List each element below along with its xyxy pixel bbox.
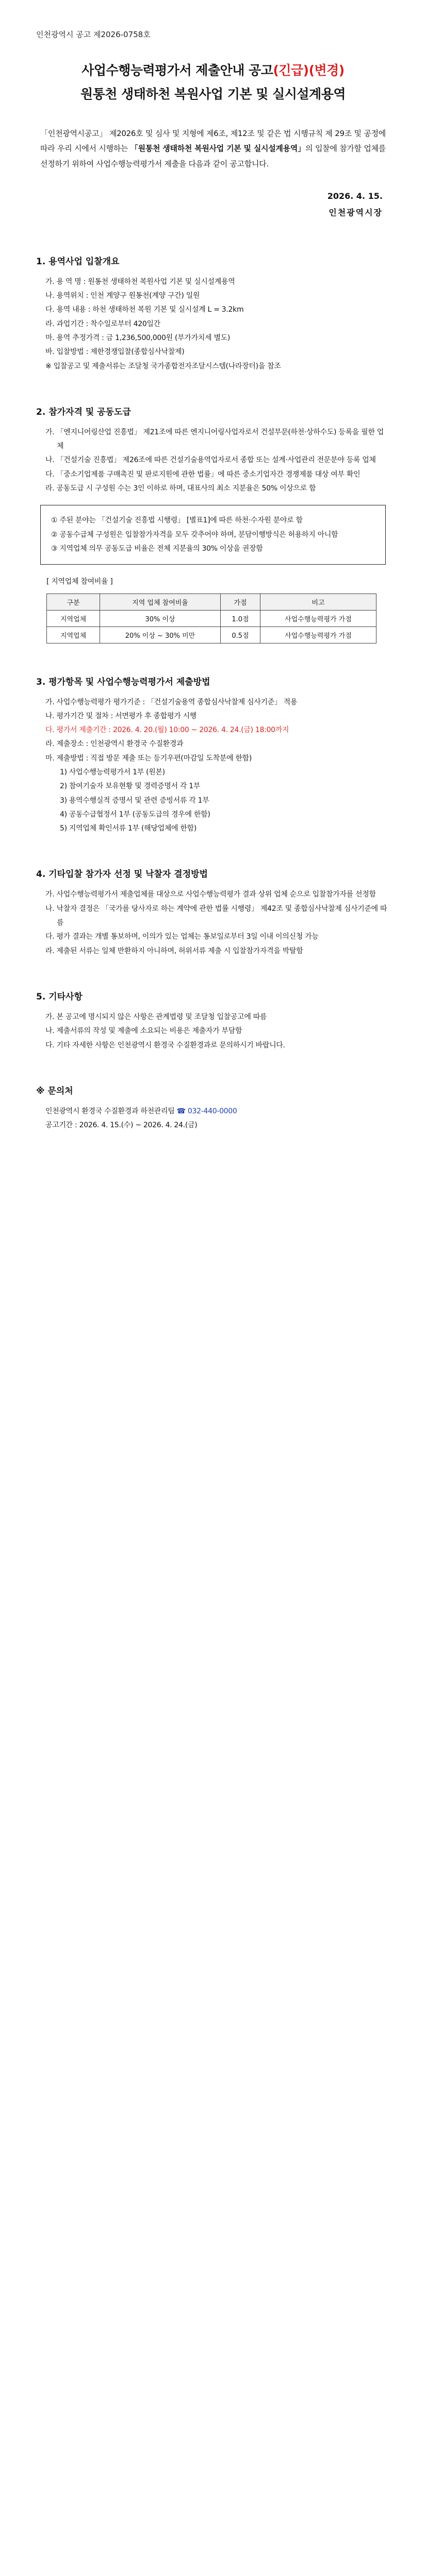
table-header-cell: 가점 [220, 594, 260, 610]
section-4-item: 다. 평가 결과는 개별 통보하며, 이의가 있는 업체는 통보일로부터 3일 이내 이의신청 가능 [45, 933, 319, 941]
section-3-item: 가. 사업수행능력평가 평가기준 : 「건설기술용역 종합심사낙찰제 심사기준」 적용 [45, 698, 298, 706]
table-row [47, 610, 376, 626]
intro-part2: 의 입찰에 참가할 업체를 선정하기 위하여 사업수행능력평가서 제출을 다음과 같이 공고합니다. [40, 144, 386, 168]
period-value: 2026. 4. 15.(수) ~ 2026. 4. 24.(금) [79, 1121, 198, 1130]
table-cell: 0.5점 [220, 626, 260, 643]
section-5-item: 가. 본 공고에 명시되지 않은 사항은 관계법령 및 조달청 입찰공고에 따름 [45, 1012, 267, 1021]
section-2-item: 가. 「엔지니어링산업 진흥법」 제21조에 따른 엔지니어링사업자로서 건설부문(하천·상하수도) 등록을 필한 업체 [45, 428, 384, 451]
submission-period: 다. 평가서 제출기간 : 2026. 4. 20.(월) 10:00 ~ 2026. 4. 24.(금) 18:00까지 [45, 726, 289, 735]
note-line: ① 주된 분야는 「건설기술 진흥법 시행령」 [별표1]에 따른 하천·수자원 분야로 함 [51, 516, 303, 525]
qualification-note-box [40, 505, 386, 565]
table-row [47, 626, 376, 643]
contact-title: ※ 문의처 [36, 1086, 73, 1096]
document-item: 5) 지역업체 확인서류 1부 (해당업체에 한함) [60, 824, 197, 833]
section-3-item: 마. 제출방법 : 직접 방문 제출 또는 등기우편(마감일 도착분에 한함) [45, 754, 252, 762]
table-header-row [47, 594, 376, 610]
section-2-item: 라. 공동도급 시 구성원 수는 3인 이하로 하며, 대표사의 최소 지분율은 50% 이상으로 함 [45, 484, 316, 493]
document-item: 4) 공동수급협정서 1부 (공동도급의 경우에 한함) [60, 810, 210, 819]
notice-period: 공고기간 : 2026. 4. 15.(수) ~ 2026. 4. 24.(금) [45, 1121, 198, 1130]
document-item: 2) 참여기술자 보유현황 및 경력증명서 각 1부 [60, 782, 201, 791]
section-4-item: 가. 사업수행능력평가서 제출업체를 대상으로 사업수행능력평가 결과 상위 업체 순으로 입찰참가자를 선정함 [45, 890, 376, 899]
notice-title-block [36, 60, 390, 103]
project-title: 원통천 생태하천 복원사업 기본 및 실시설계용역 [80, 87, 346, 101]
section-4-list [45, 888, 390, 958]
section-1-item: 라. 과업기간 : 착수일로부터 420일간 [45, 319, 160, 328]
section-1-item: 마. 용역 추정가격 : 금 1,236,500,000원 (부가가치세 별도) [45, 333, 231, 342]
table-header-cell: 구분 [47, 594, 100, 610]
section-3-item: 라. 제출장소 : 인천광역시 환경국 수질환경과 [45, 740, 184, 749]
section-2-list [45, 426, 390, 496]
intro-part1: 「인천광역시공고」 제2026호 및 심사 및 지형에 제6조, 제12조 및 같은 법 시행규칙 제 29조 및 공정에 따라 우리 시에서 시행하는 [40, 129, 386, 154]
table-cell: 지역업체 [47, 626, 100, 643]
section-4-title: 4. 기타입찰 참가자 선정 및 낙찰자 결정방법 [36, 869, 208, 880]
contact-dept-text: 인천광역시 환경국 수질환경과 하천관리팀 [45, 1107, 175, 1115]
signature-block [36, 191, 383, 218]
table-cell: 지역업체 [47, 610, 100, 626]
intro-bold: 「원통천 생태하천 복원사업 기본 및 실시설계용역」 [130, 144, 306, 154]
section-1-item: 가. 용 역 명 : 원통천 생태하천 복원사업 기본 및 실시설계용역 [45, 277, 235, 286]
contact-phone: ☎ 032-440-0000 [176, 1107, 237, 1115]
section-1-title: 1. 용역사업 입찰개요 [36, 256, 120, 267]
table-cell: 30% 이상 [100, 610, 221, 626]
section-3-title: 3. 평가항목 및 사업수행능력평가서 제출방법 [36, 676, 210, 687]
section-4-item: 라. 제출된 서류는 일체 반환하지 아니하며, 허위서류 제출 시 입찰참가자격을 박탈함 [45, 946, 303, 955]
note-line: ② 공동수급체 구성원은 입찰참가자격을 모두 갖추어야 하며, 분담이행방식은 허용하지 아니함 [51, 530, 338, 539]
notice-number: 인천광역시 공고 제2026-0758호 [36, 30, 151, 39]
section-5-list [45, 1010, 390, 1053]
section-3-list [45, 696, 390, 766]
table-cell: 사업수행능력평가 가점 [260, 610, 376, 626]
table-cell: 20% 이상 ~ 30% 미만 [100, 626, 221, 643]
contact-list [45, 1105, 390, 1133]
section-2-item: 나. 「건설기술 진흥법」 제26조에 따른 건설기술용역업자로서 종합 또는 설계·사업관리 전문분야 등록 업체 [45, 456, 376, 465]
section-5-title: 5. 기타사항 [36, 991, 83, 1002]
period-label: 공고기간 [45, 1121, 73, 1130]
section-2-title: 2. 참가자격 및 공동도급 [36, 406, 131, 417]
notice-title-tag: (긴급)(변경) [273, 63, 345, 78]
table-caption: [ 지역업체 참여비율 ] [46, 578, 113, 586]
section-2-item: 다. 「중소기업제품 구매촉진 및 판로지원에 관한 법률」에 따른 중소기업자간 경쟁제품 대상 여부 확인 [45, 470, 361, 479]
document-item: 3) 용역수행실적 증명서 및 관련 증빙서류 각 1부 [60, 796, 209, 805]
table-header-cell: 지역 업체 참여비율 [100, 594, 221, 610]
issuing-organization: 인천광역시장 [329, 207, 383, 217]
section-1-item: 나. 용역위치 : 인천 계양구 원통천(계양 구간) 일원 [45, 292, 200, 300]
notice-date: 2026. 4. 15. [327, 191, 383, 201]
submission-documents-list [36, 766, 390, 836]
notice-title-main: 사업수행능력평가서 제출안내 공고 [81, 63, 273, 78]
notice-title [36, 60, 390, 79]
section-1-item: 바. 입찰방법 : 제한경쟁입찰(종합심사낙찰제) [45, 348, 185, 357]
section-5-item: 다. 기타 자세한 사항은 인천광역시 환경국 수질환경과로 문의하시기 바랍니다. [45, 1041, 285, 1049]
section-1-item: 다. 용역 내용 : 하천 생태하천 복원 기본 및 실시설계 L = 3.2km [45, 306, 244, 314]
contact-department [45, 1105, 390, 1118]
document-item: 1) 사업수행능력평가서 1부 (원본) [60, 768, 165, 776]
section-5-item: 나. 제출서류의 작성 및 제출에 소요되는 비용은 제출자가 부담함 [45, 1027, 242, 1036]
section-1-item: ※ 입찰공고 및 제출서류는 조달청 국가종합전자조달시스템(나라장터)을 참조 [45, 362, 281, 370]
intro-paragraph [40, 126, 386, 172]
table-cell: 사업수행능력평가 가점 [260, 626, 376, 643]
note-line: ③ 지역업체 의무 공동도급 비율은 전체 지분율의 30% 이상을 권장함 [51, 544, 263, 553]
regional-ratio-table [46, 594, 376, 643]
table-cell: 1.0점 [220, 610, 260, 626]
table-header-cell: 비고 [260, 594, 376, 610]
section-1-list [45, 275, 390, 374]
section-3-item: 나. 평가기간 및 절차 : 서면평가 후 종합평가 시행 [45, 711, 197, 720]
section-4-item: 나. 낙찰자 결정은 「국가를 당사자로 하는 계약에 관한 법률 시행령」 제42조 및 종합심사낙찰제 심사기준에 따름 [45, 904, 387, 927]
